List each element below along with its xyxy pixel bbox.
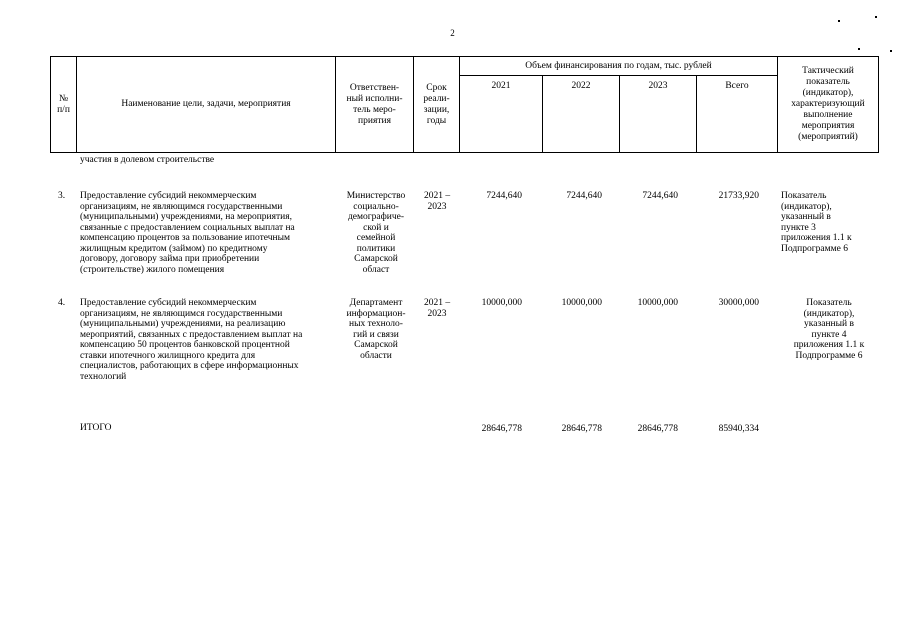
total-value-2021: 28646,778 (481, 424, 522, 434)
header-responsible: Ответствен- ный исполни- тель меро- приятия (336, 57, 414, 153)
row-value-2022: 7244,640 (566, 191, 602, 201)
header-name: Наименование цели, задачи, мероприятия (77, 57, 336, 153)
scan-speck (890, 50, 892, 52)
page-number: 2 (450, 28, 455, 38)
row-value-total: 30000,000 (718, 298, 759, 308)
scan-speck (838, 20, 840, 22)
scan-speck (858, 48, 860, 50)
row-value-2022: 10000,000 (561, 298, 602, 308)
row-term: 2021 – 2023 (423, 298, 451, 319)
total-value-grand: 85940,334 (718, 424, 759, 434)
row-responsible: Департамент информацион- ных техноло- гий и связи Самарской области (346, 298, 406, 361)
row-responsible: Министерство социально- демографиче- ской и семейной политики Самарской област (346, 191, 406, 275)
row-name: Предоставление субсидий некоммерческим организациям, не являющимся государственными (муниципальными) учреждениями, на реализацию мероприятий, связанных с предоставлением выплат на компенсацию 50 процентов банковской процентной ставки ипотечного жилищного кредита для специалистов, работающих в сфере информационных технологий (80, 298, 303, 382)
row-value-2021: 10000,000 (481, 298, 522, 308)
header-term: Срок реали- зации, годы (414, 57, 460, 153)
row-number: 4. (58, 298, 66, 308)
row-value-2023: 7244,640 (642, 191, 678, 201)
row-name: Предоставление субсидий некоммерческим организациям, не являющимся государственными (муниципальными) учреждениями, на мероприятия, связанные с предоставлением социальных выплат на компенсацию процентов за пользование ипотечным жилищным кредитом (займом) по кредитному договору, договору займа при приобретении (строительстве) жилого помещения (80, 191, 295, 275)
row-indicator: Показатель (индикатор), указанный в пункте 3 приложения 1.1 к Подпрограмме 6 (781, 191, 852, 254)
total-label: ИТОГО (80, 423, 112, 433)
header-funding: Объем финансирования по годам, тыс. рублей (460, 57, 778, 76)
header-indicator: Тактический показатель (индикатор), характеризующий выполнение мероприятия (мероприятий) (778, 57, 879, 153)
scan-speck (875, 16, 877, 18)
total-value-2022: 28646,778 (561, 424, 602, 434)
header-num: № п/п (51, 57, 77, 153)
row-value-total: 21733,920 (718, 191, 759, 201)
header-year-2023: 2023 (620, 76, 697, 153)
row-value-2021: 7244,640 (486, 191, 522, 201)
row-number: 3. (58, 191, 66, 201)
row-term: 2021 – 2023 (423, 191, 451, 212)
row-value-2023: 10000,000 (637, 298, 678, 308)
table-header (50, 56, 879, 153)
header-total: Всего (697, 76, 778, 153)
row-indicator: Показатель (индикатор), указанный в пункте 4 приложения 1.1 к Подпрограмме 6 (793, 298, 865, 361)
total-value-2023: 28646,778 (637, 424, 678, 434)
header-year-2022: 2022 (543, 76, 620, 153)
continuation-text: участия в долевом строительстве (80, 155, 215, 165)
header-year-2021: 2021 (460, 76, 543, 153)
